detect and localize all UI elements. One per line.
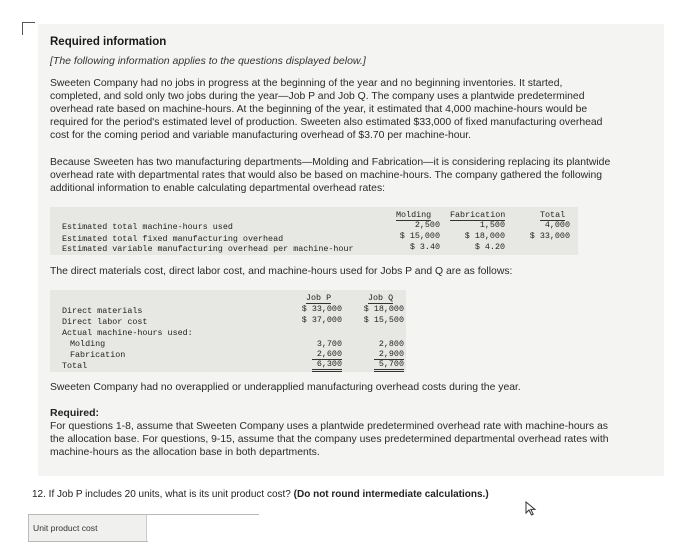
cell-value: $ 15,500 [363, 315, 404, 325]
cell-value: $ 37,000 [301, 315, 342, 325]
unit-product-cost-label: Unit product cost [29, 515, 147, 541]
jobs-cost-table [50, 290, 406, 372]
cell-value: 5,700 [374, 359, 404, 372]
required-label: Required: [50, 407, 100, 419]
row-label: Fabrication [70, 350, 126, 360]
department-line: Because Sweeten has two manufacturing departments—Molding and Fabrication—it is considering replacing its plantwide [50, 157, 611, 168]
col-header-job-q: Job Q [368, 293, 394, 303]
intro-line: completed, and sold only two jobs during the year—Job P and Job Q. The company uses a plantwide predetermined [50, 91, 585, 102]
intro-line: overhead rate based on machine-hours. At the beginning of the year, it estimated that 4,000 machine-hours would be [50, 104, 588, 115]
mouse-pointer-icon [525, 501, 537, 522]
row-label: Estimated variable manufacturing overhead per machine-hour [62, 244, 354, 254]
department-paragraph [50, 156, 660, 195]
cell-value: 2,900 [374, 349, 404, 360]
answer-row [28, 514, 259, 542]
cell-value: 4,000 [544, 220, 570, 230]
cell-value: 6,300 [312, 359, 342, 372]
intro-line: Sweeten Company had no jobs in progress at the beginning of the year and no beginning inventories. It started, [50, 78, 563, 89]
row-label: Direct materials [62, 306, 143, 316]
required-text [50, 420, 650, 459]
department-line: additional information to enable calculating departmental overhead rates: [50, 183, 386, 194]
row-label: Actual machine-hours used: [62, 328, 193, 338]
panel-heading: Required information [50, 36, 167, 48]
intro-line: required for the period's estimated level of production. Sweeten also estimated $33,000 of fixed manufacturing overhead [50, 117, 603, 128]
col-header-fabrication: Fabrication [450, 210, 506, 220]
cell-value: $ 33,000 [301, 304, 342, 314]
cell-value: $ 33,000 [529, 231, 570, 241]
cell-value: $ 18,000 [464, 231, 505, 241]
row-label: Direct labor cost [62, 317, 148, 327]
question-instruction: (Do not round intermediate calculations.) [293, 489, 489, 500]
row-label: Estimated total machine-hours used [62, 222, 233, 232]
question-12 [32, 489, 489, 500]
cell-value: 2,600 [312, 349, 342, 360]
intro-line: cost for the coming period and variable manufacturing overhead of $3.70 per machine-hour. [50, 130, 472, 141]
cell-value: 2,500 [414, 220, 440, 230]
row-label: Estimated total fixed manufacturing overhead [62, 234, 284, 244]
no-over-under-paragraph: Sweeten Company had no overapplied or underapplied manufacturing overhead costs during the year. [50, 382, 521, 393]
row-label: Molding [70, 339, 106, 349]
cell-value: $ 3.40 [409, 242, 440, 252]
panel-note: [The following information applies to the questions displayed below.] [50, 55, 366, 67]
jobs-intro-paragraph: The direct materials cost, direct labor cost, and machine-hours used for Jobs P and Q are as follows: [50, 266, 513, 277]
col-header-total: Total [540, 210, 566, 220]
cell-value: $ 15,000 [399, 231, 440, 241]
required-line: the allocation base. For questions, 9-15, assume that the company uses predetermined departmental overhead rates with [50, 434, 609, 445]
corner-bracket-icon [22, 22, 35, 35]
department-line: overhead rate with departmental rates that would also be based on machine-hours. The company gathered the following [50, 170, 603, 181]
unit-product-cost-input[interactable] [148, 515, 262, 543]
cell-value: $ 18,000 [363, 304, 404, 314]
question-text: 12. If Job P includes 20 units, what is its unit product cost? [32, 489, 291, 500]
required-line: For questions 1-8, assume that Sweeten Company uses a plantwide predetermined overhead rate with machine-hours as [50, 421, 608, 432]
col-header-job-p: Job P [306, 293, 332, 303]
cell-value: 2,800 [378, 339, 404, 349]
cell-value: $ 4.20 [474, 242, 505, 252]
intro-paragraph [50, 77, 660, 142]
col-header-molding: Molding [396, 210, 432, 220]
info-panel [38, 24, 664, 476]
cell-value: 1,500 [479, 220, 505, 230]
required-line: machine-hours as the allocation base in both departments. [50, 447, 320, 458]
departmental-estimates-table [50, 207, 578, 255]
cell-value: 3,700 [316, 339, 342, 349]
row-label: Total [62, 361, 88, 371]
